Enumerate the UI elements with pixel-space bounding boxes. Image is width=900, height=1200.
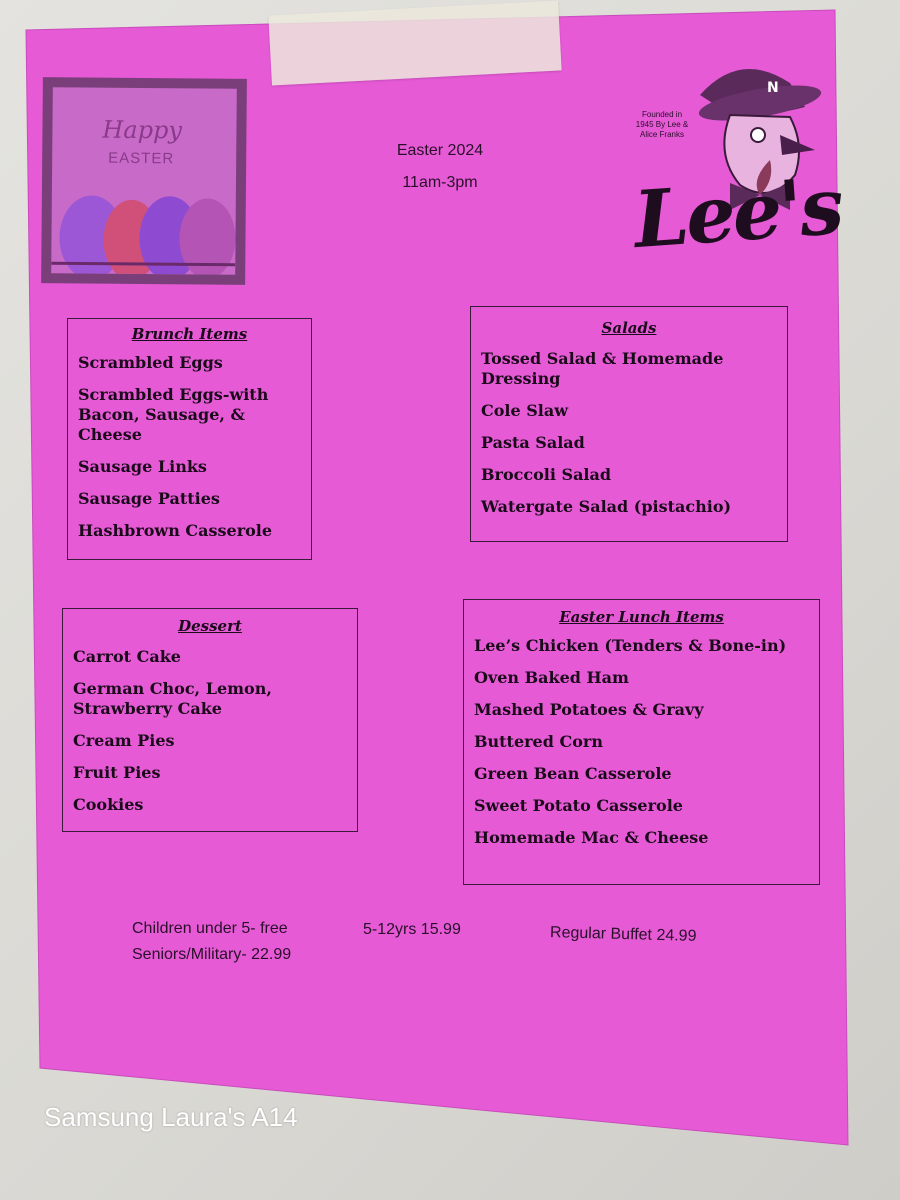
list-item: Oven Baked Ham: [474, 668, 629, 687]
brunch-title: Brunch Items: [131, 325, 248, 343]
list-item: Scrambled Eggs-with Bacon, Sausage, & Cheese: [78, 385, 269, 444]
event-title: Easter 2024: [396, 142, 484, 159]
list-item: Buttered Corn: [474, 732, 603, 751]
list-item: Homemade Mac & Cheese: [474, 828, 709, 847]
easter-lunch-title: Easter Lunch Items: [559, 608, 724, 626]
list-item: Lee’s Chicken (Tenders & Bone-in): [474, 636, 787, 655]
easter-lunch-section: [463, 599, 820, 885]
list-item: Carrot Cake: [73, 647, 181, 666]
event-hours: 11am-3pm: [402, 174, 478, 191]
list-item: Fruit Pies: [73, 763, 161, 782]
price-regular: Regular Buffet 24.99: [549, 924, 697, 945]
happy-easter-image: [41, 77, 247, 285]
dessert-title: Dessert: [178, 617, 242, 635]
list-item: Mashed Potatoes & Gravy: [474, 700, 704, 719]
dessert-section: [62, 608, 358, 832]
list-item: Hashbrown Casserole: [78, 521, 273, 540]
list-item: Broccoli Salad: [481, 465, 612, 484]
price-seniors: Seniors/Military- 22.99: [132, 946, 292, 963]
easter-word-text: EASTER: [108, 149, 175, 168]
list-item: Cookies: [73, 795, 144, 814]
list-item: Scrambled Eggs: [78, 353, 223, 372]
price-children: Children under 5- free: [132, 920, 288, 937]
list-item: Sausage Links: [78, 457, 207, 476]
list-item: Pasta Salad: [481, 433, 585, 452]
event-header: [360, 142, 520, 192]
salads-title: Salads: [601, 319, 657, 337]
lees-logo-text: Lee's: [631, 160, 844, 267]
founded-text: Founded in 1945 By Lee & Alice Franks: [635, 110, 689, 139]
camera-watermark: Samsung Laura's A14: [44, 1102, 298, 1132]
list-item: Sausage Patties: [78, 489, 220, 508]
price-kids: 5-12yrs 15.99: [363, 921, 461, 938]
hat-letter: N: [767, 80, 779, 96]
salads-section: [470, 306, 788, 542]
list-item: Sweet Potato Casserole: [474, 796, 683, 815]
list-item: Cole Slaw: [481, 401, 569, 420]
brunch-section: [67, 318, 312, 560]
list-item: Cream Pies: [73, 731, 175, 750]
list-item: Watergate Salad (pistachio): [481, 497, 732, 516]
list-item: Tossed Salad & Homemade Dressing: [481, 349, 724, 388]
list-item: German Choc, Lemon, Strawberry Cake: [73, 679, 272, 718]
easter-happy-text: Happy: [102, 115, 183, 145]
list-item: Green Bean Casserole: [474, 764, 672, 783]
